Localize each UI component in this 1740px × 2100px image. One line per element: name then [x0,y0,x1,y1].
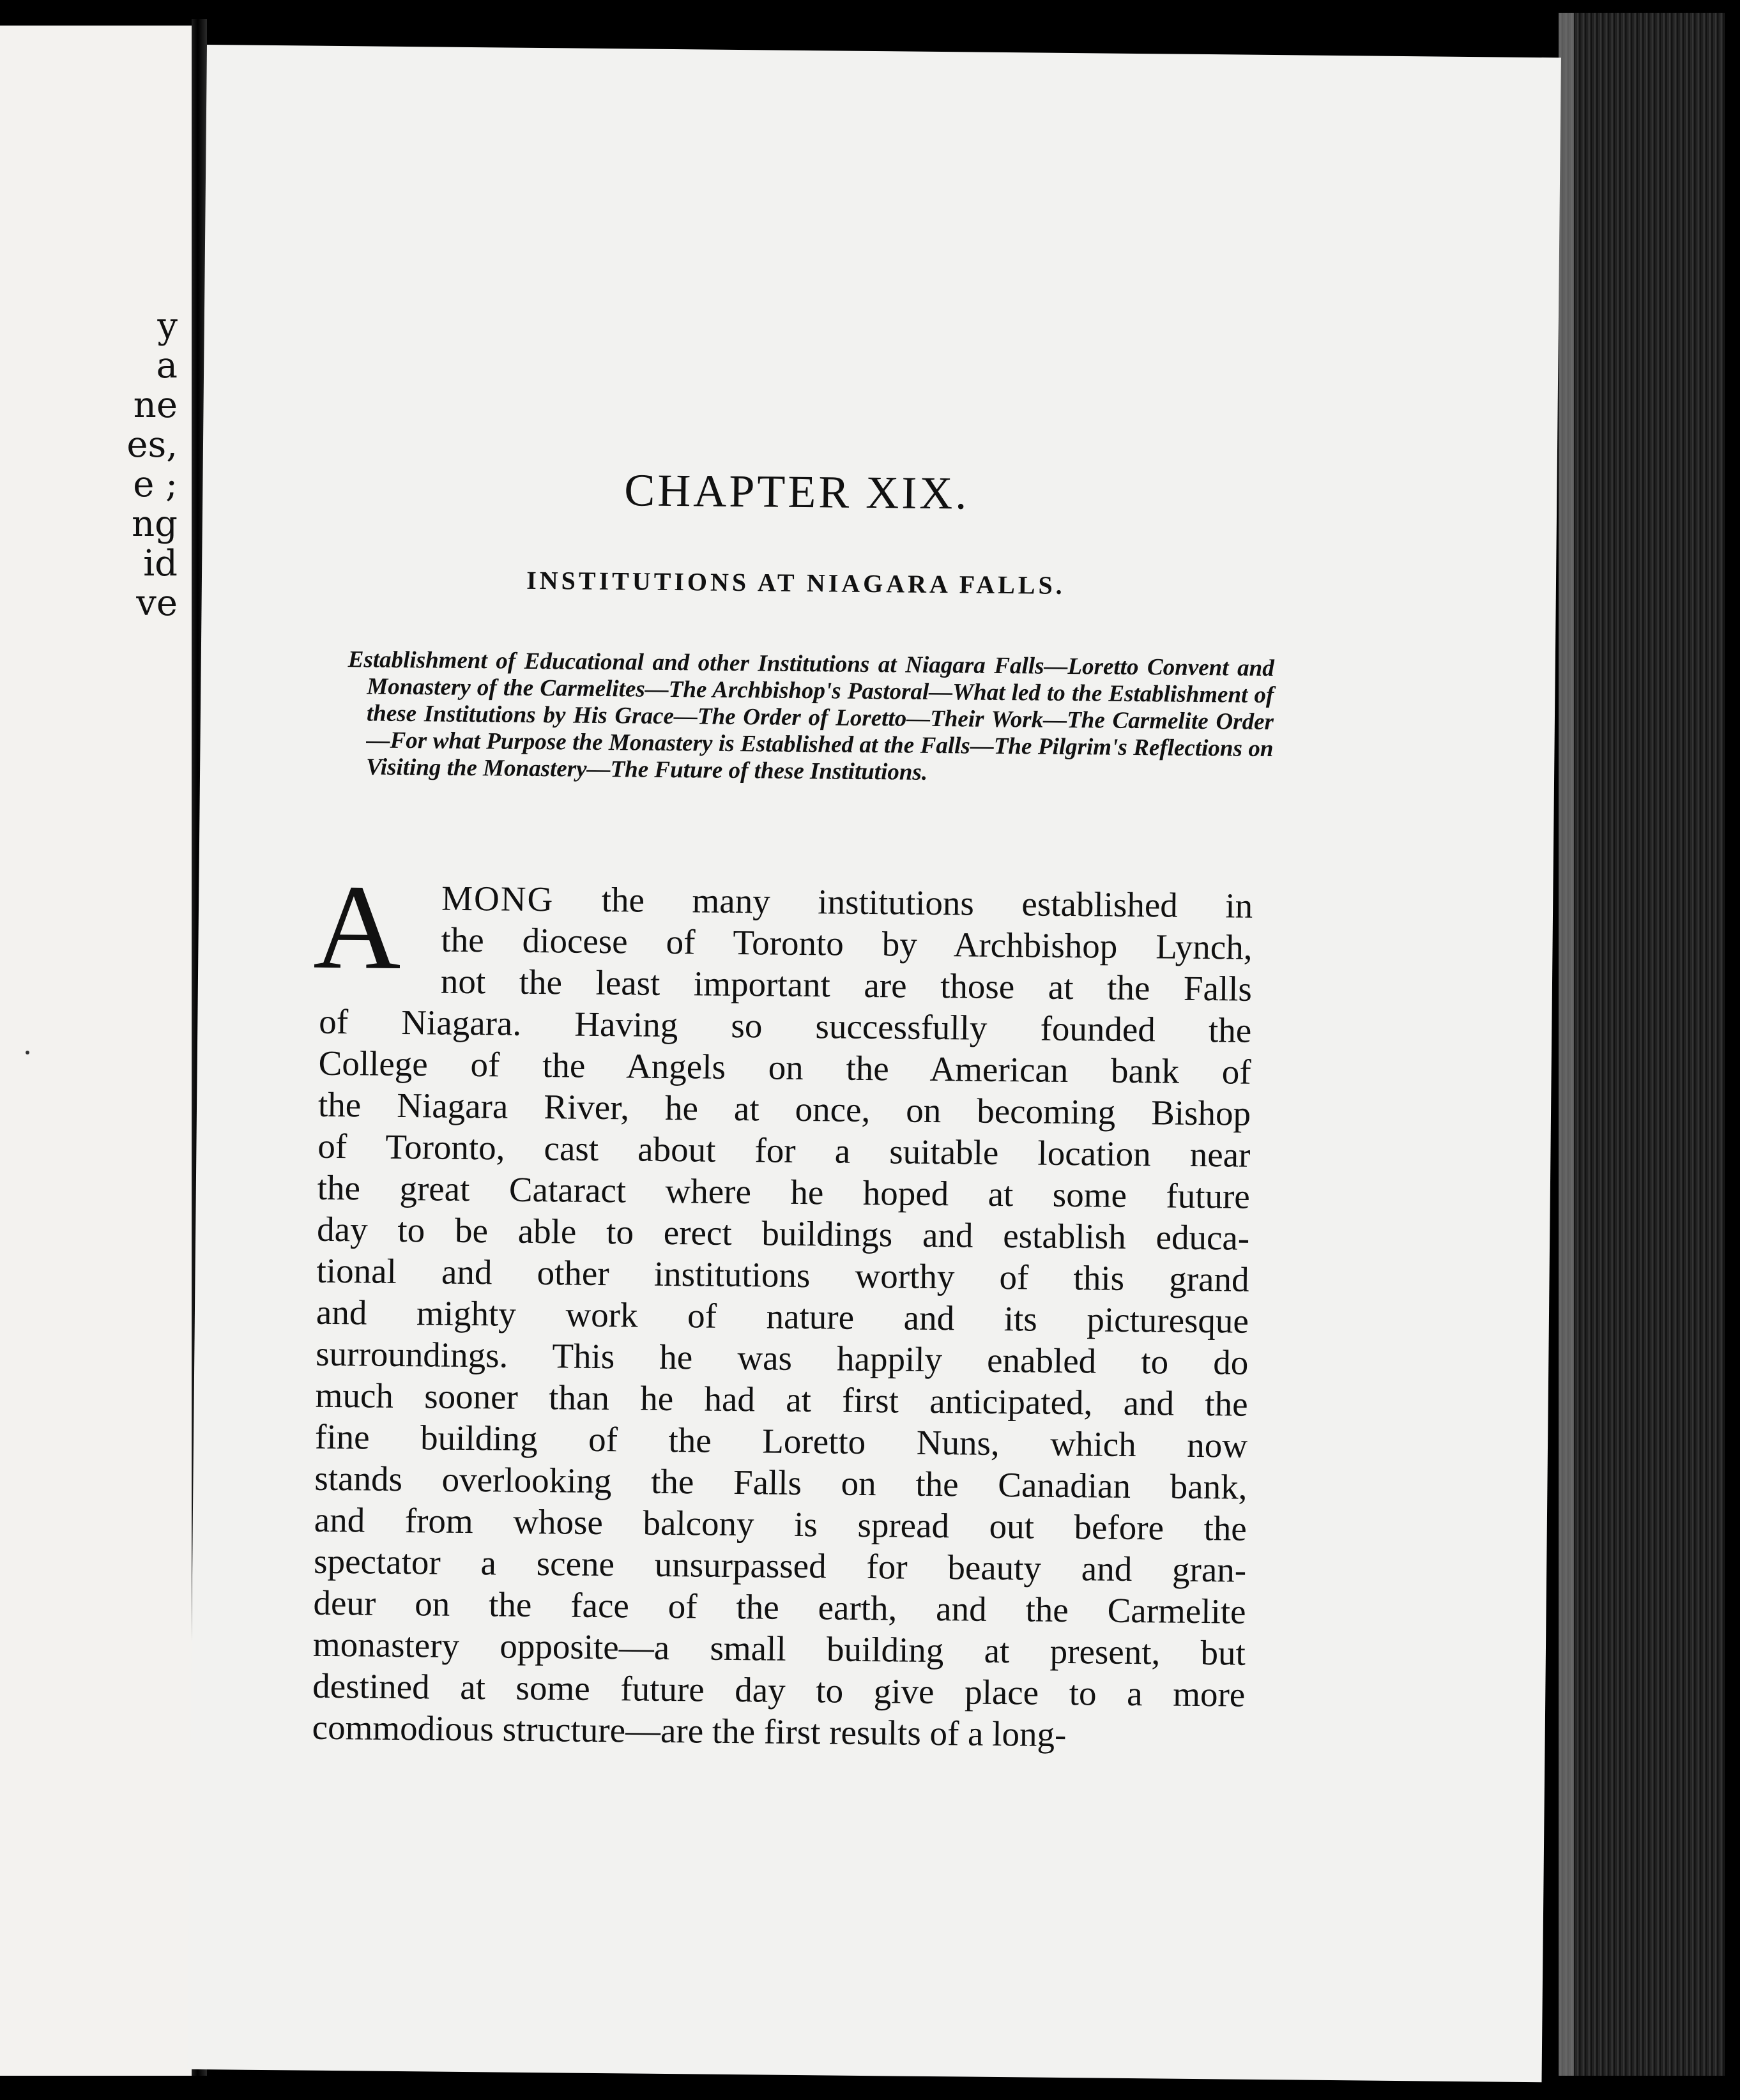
body-line: not the least important are those at the Falls [440,961,1253,1008]
page-edge-highlight [1559,13,1574,2076]
chapter-title: CHAPTER XIX. [623,464,970,519]
opening-word: MONG [441,878,554,919]
body-line: the great Cataract where he hoped at some future [317,1168,1251,1216]
body-line: of Toronto, cast about for a suitable location near [317,1126,1251,1175]
left-fragment: es, [126,424,178,466]
body-line: commodious structure—are the first results of a long- [312,1707,1067,1754]
drop-cap: A [312,860,402,995]
body-line: surroundings. This he was happily enabled to do [316,1334,1249,1382]
body-line: College of the Angels on the American bank of [318,1043,1251,1092]
body-line: of Niagara. Having so successfully founded the [319,1001,1252,1050]
left-page [0,26,192,2076]
left-fragment: a [156,345,178,386]
left-fragment: ng [132,503,178,545]
body-line: deur on the face of the earth, and the Carmelite [313,1583,1246,1631]
left-fragment: id [143,543,178,584]
chapter-summary: Establishment of Educational and other Institutions at Niagara Falls—Loretto Convent and Monastery of the Carmelites—The Archbishop's Pastoral—What led to the Establishment of these Institutions by His Grace—The Order of Loretto—Their Work—The Carmelite Order—For what Purpose the Monastery is Established at the Falls—The Pilgrim's Reflections on Visiting the Monastery—The Future of these Institutions. [347,646,1274,786]
body-line: much sooner than he had at first anticipated, and the [315,1375,1248,1424]
page-edges [1559,13,1725,2076]
body-line: stands overlooking the Falls on the Canadian bank, [314,1458,1248,1507]
body-line: the Niagara River, he at once, on becoming Bishop [317,1084,1251,1133]
body-line: destined at some future day to give place to a more [312,1666,1246,1714]
body-line: spectator a scene unsurpassed for beauty and gran- [313,1541,1247,1590]
body-line: the diocese of Toronto by Archbishop Lynch, [441,920,1253,967]
left-fragment: ve [136,582,178,624]
body-line-text: the many institutions established in [553,879,1253,925]
section-title: INSTITUTIONS AT NIAGARA FALLS. [526,565,1065,600]
body-line: fine building of the Loretto Nuns, which now [314,1417,1248,1465]
ink-speck [26,1051,29,1054]
left-fragment: ne [133,384,178,426]
right-page [188,45,1561,2082]
left-fragment: e ; [133,464,178,505]
body-line: and from whose balcony is spread out before the [314,1500,1248,1548]
body-line: monastery opposite—a small building at present, but [312,1624,1246,1673]
left-page-fragments [126,307,178,623]
body-text [312,860,1253,1757]
body-line: and mighty work of nature and its picturesque [316,1292,1249,1341]
left-fragment: y [157,305,178,347]
body-line: day to be able to erect buildings and establish educa- [316,1209,1250,1258]
body-line: tional and other institutions worthy of this grand [316,1251,1249,1299]
